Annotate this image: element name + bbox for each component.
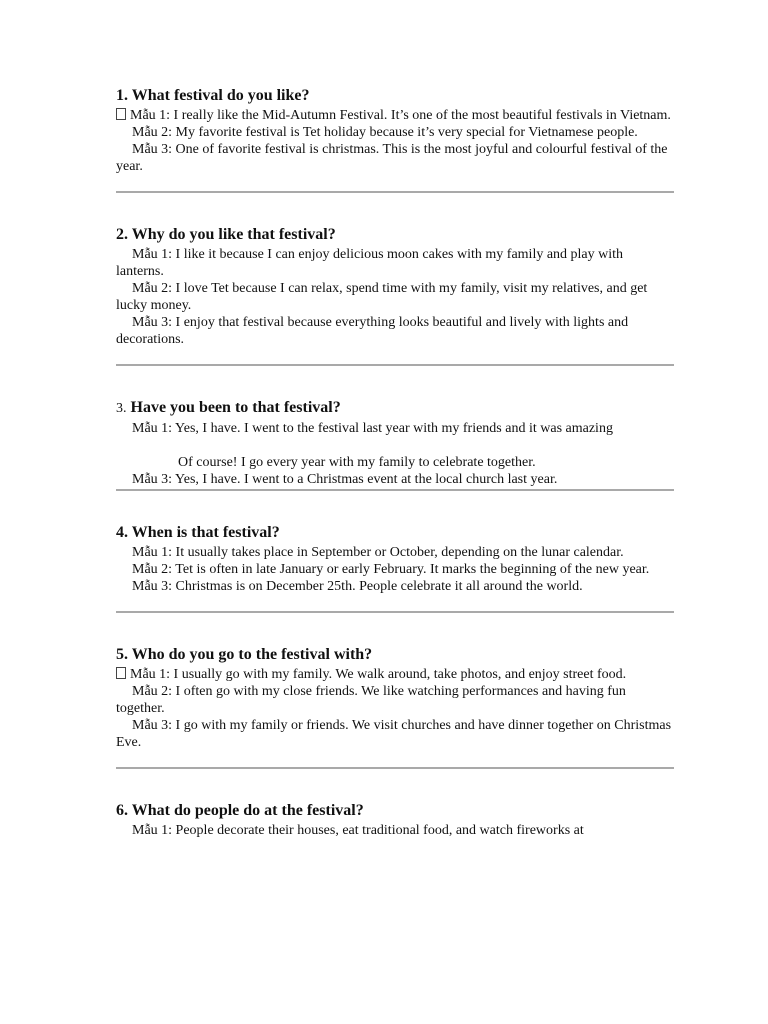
question-title: 4. When is that festival? [116,524,280,541]
answer-item: Mẫu 1: People decorate their houses, eat traditional food, and watch fireworks at [132,823,584,838]
question-section-4 [116,523,674,595]
question-section-6 [116,801,674,839]
answer-item: Mẫu 1: Yes, I have. I went to the festival last year with my friends and it was amazing [132,421,613,436]
question-section-2 [116,225,674,348]
answer-item: Of course! I go every year with my family to celebrate together. [178,455,536,470]
answer-item: Mẫu 1: It usually takes place in September or October, depending on the lunar calendar. [132,545,624,560]
answer-item: Mẫu 2: I often go with my close friends. We like watching performances and having fun together. [116,684,626,716]
missing-glyph-icon [116,667,126,679]
missing-glyph-icon [116,108,126,120]
answer-item: Mẫu 1: I like it because I can enjoy delicious moon cakes with my family and play with lanterns. [116,247,624,279]
question-title: 2. Why do you like that festival? [116,226,336,243]
question-title: 5. Who do you go to the festival with? [116,646,373,663]
answer-item: Mẫu 3: I enjoy that festival because everything looks beautiful and lively with lights and decorations. [116,315,629,347]
question-section-1 [116,86,674,175]
answer-item: Mẫu 3: One of favorite festival is christmas. This is the most joyful and colourful festival of the year. [116,142,668,174]
answer-item: Mẫu 2: I love Tet because I can relax, spend time with my family, visit my relatives, and get lucky money. [116,281,648,313]
question-title: 3. Have you been to that festival? [116,399,341,416]
answer-item: Mẫu 1: I usually go with my family. We walk around, take photos, and enjoy street food. [116,666,674,683]
answer-item: Mẫu 1: I really like the Mid-Autumn Festival. It’s one of the most beautiful festivals in Vietnam. [116,107,674,124]
question-number: 3. [116,401,127,416]
question-title: 6. What do people do at the festival? [116,802,364,819]
answer-item: Mẫu 2: Tet is often in late January or early February. It marks the beginning of the new year. [132,562,650,577]
document-page [116,86,674,839]
question-section-3 [116,398,674,488]
answer-item: Mẫu 3: I go with my family or friends. We visit churches and have dinner together on Christmas Eve. [116,718,672,750]
answer-item: Mẫu 3: Yes, I have. I went to a Christmas event at the local church last year. [132,472,558,487]
question-title: 1. What festival do you like? [116,87,310,104]
question-section-5 [116,645,674,751]
answer-item: Mẫu 3: Christmas is on December 25th. People celebrate it all around the world. [132,579,583,594]
answer-item: Mẫu 2: My favorite festival is Tet holiday because it’s very special for Vietnamese people. [132,125,638,140]
